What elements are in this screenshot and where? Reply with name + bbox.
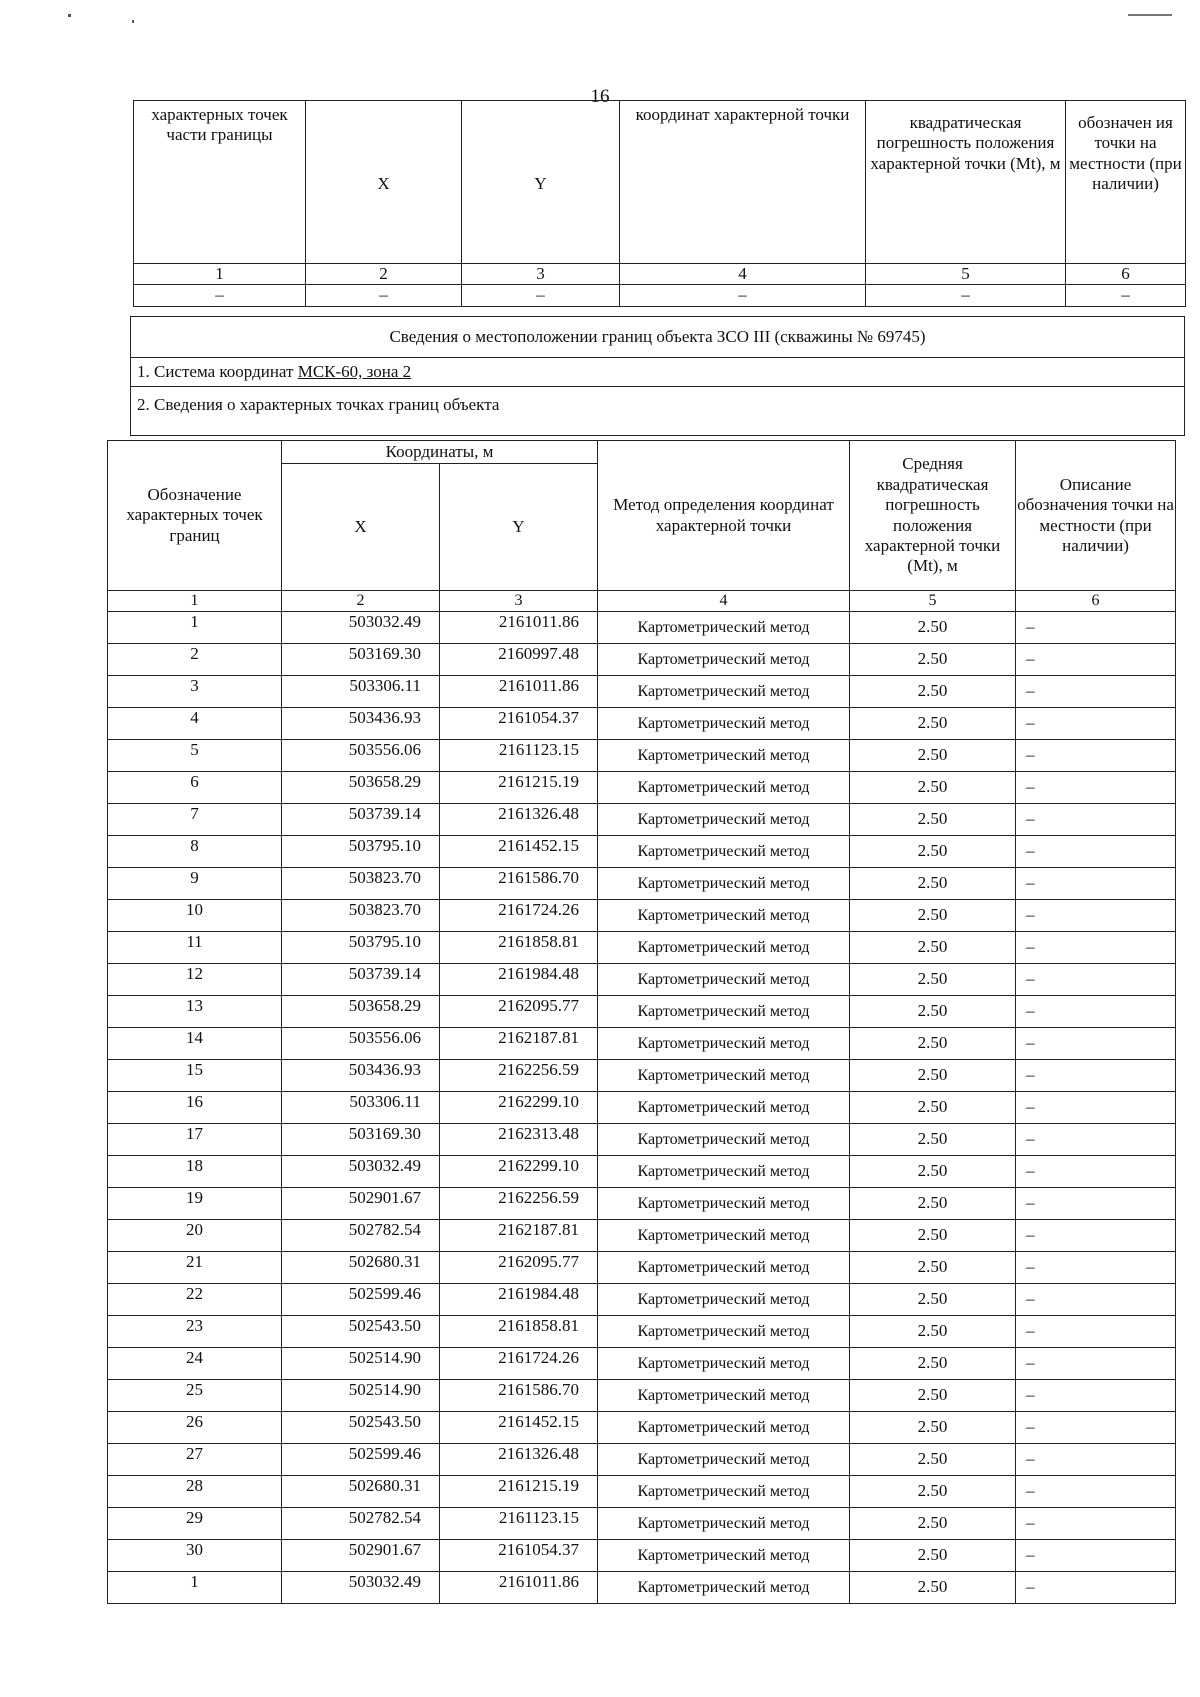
point-number: 1	[108, 612, 282, 644]
description-cell: –	[1016, 1028, 1176, 1060]
description-cell: –	[1016, 1412, 1176, 1444]
error-value: 2.50	[850, 1348, 1016, 1380]
description-cell: –	[1016, 1060, 1176, 1092]
table-body	[108, 612, 1176, 1604]
point-number: 6	[108, 772, 282, 804]
method-cell: Картометрический метод	[598, 740, 850, 772]
table-row	[108, 1252, 1176, 1284]
header-x: X	[282, 464, 440, 591]
description-cell: –	[1016, 1156, 1176, 1188]
method-cell: Картометрический метод	[598, 644, 850, 676]
coordinate-y: 2161984.48	[440, 1284, 598, 1316]
point-number: 14	[108, 1028, 282, 1060]
error-value: 2.50	[850, 964, 1016, 996]
description-cell: –	[1016, 996, 1176, 1028]
column-number: 4	[598, 591, 850, 612]
description-cell: –	[1016, 644, 1176, 676]
point-number: 7	[108, 804, 282, 836]
coordinate-x: 502680.31	[282, 1252, 440, 1284]
section-info-table	[130, 316, 1185, 436]
coordinate-y: 2161054.37	[440, 708, 598, 740]
description-cell: –	[1016, 1188, 1176, 1220]
method-cell: Картометрический метод	[598, 1540, 850, 1572]
description-cell: –	[1016, 740, 1176, 772]
table-header-row	[108, 441, 1176, 464]
coordinate-x: 503032.49	[282, 1156, 440, 1188]
coordinate-y: 2162256.59	[440, 1060, 598, 1092]
empty-value: –	[1066, 285, 1186, 306]
column-number: 1	[108, 591, 282, 612]
method-cell: Картометрический метод	[598, 612, 850, 644]
method-cell: Картометрический метод	[598, 1380, 850, 1412]
method-cell: Картометрический метод	[598, 1028, 850, 1060]
column-number: 5	[866, 264, 1066, 285]
coordinate-x: 503169.30	[282, 1124, 440, 1156]
point-number: 27	[108, 1444, 282, 1476]
coordinate-x: 502514.90	[282, 1380, 440, 1412]
scan-speck	[68, 14, 71, 17]
error-value: 2.50	[850, 1156, 1016, 1188]
coordinate-y: 2161858.81	[440, 1316, 598, 1348]
column-number: 6	[1066, 264, 1186, 285]
column-number: 6	[1016, 591, 1176, 612]
header-error: Средняя квадратическая погрешность положения характерной точки (Mt), м	[850, 441, 1016, 591]
coordinate-x: 503556.06	[282, 740, 440, 772]
method-cell: Картометрический метод	[598, 1316, 850, 1348]
coordinate-y: 2162256.59	[440, 1188, 598, 1220]
empty-value: –	[134, 285, 306, 306]
coordinate-x: 502514.90	[282, 1348, 440, 1380]
method-cell: Картометрический метод	[598, 1188, 850, 1220]
coordinate-x: 503306.11	[282, 1092, 440, 1124]
coordinate-y: 2161215.19	[440, 1476, 598, 1508]
method-cell: Картометрический метод	[598, 676, 850, 708]
point-number: 1	[108, 1572, 282, 1604]
coordinate-system-label: 1. Система координат	[137, 361, 298, 381]
column-number: 2	[306, 264, 462, 285]
point-number: 10	[108, 900, 282, 932]
coordinate-system-value: МСК-60, зона 2	[297, 361, 412, 381]
coordinate-x: 502543.50	[282, 1316, 440, 1348]
header-cell: координат характерной точки	[620, 101, 866, 264]
empty-value: –	[306, 285, 462, 306]
table-row	[108, 708, 1176, 740]
coordinate-x: 502782.54	[282, 1508, 440, 1540]
method-cell: Картометрический метод	[598, 996, 850, 1028]
header-description: Описание обозначения точки на местности (при наличии)	[1016, 441, 1176, 591]
table-row	[108, 1412, 1176, 1444]
header-cell: квадратическая погрешность положения характерной точки (Mt), м	[866, 101, 1066, 264]
column-number-row	[108, 591, 1176, 612]
coordinate-x: 503032.49	[282, 612, 440, 644]
scan-speck	[1128, 14, 1172, 16]
section-title-row	[131, 317, 1185, 358]
continued-table-header-row	[134, 101, 1186, 264]
coordinate-y: 2162299.10	[440, 1156, 598, 1188]
point-number: 3	[108, 676, 282, 708]
header-method: Метод определения координат характерной точки	[598, 441, 850, 591]
coordinate-y: 2161586.70	[440, 868, 598, 900]
coordinate-y: 2162299.10	[440, 1092, 598, 1124]
error-value: 2.50	[850, 644, 1016, 676]
table-row	[108, 964, 1176, 996]
error-value: 2.50	[850, 612, 1016, 644]
point-number: 16	[108, 1092, 282, 1124]
point-number: 2	[108, 644, 282, 676]
coordinate-x: 503169.30	[282, 644, 440, 676]
error-value: 2.50	[850, 1284, 1016, 1316]
coordinate-system-row	[131, 358, 1185, 387]
description-cell: –	[1016, 1348, 1176, 1380]
coordinate-y: 2161326.48	[440, 804, 598, 836]
point-number: 23	[108, 1316, 282, 1348]
error-value: 2.50	[850, 1540, 1016, 1572]
empty-value: –	[620, 285, 866, 306]
coordinate-y: 2161011.86	[440, 676, 598, 708]
coordinate-y: 2161858.81	[440, 932, 598, 964]
coordinate-x: 503739.14	[282, 964, 440, 996]
method-cell: Картометрический метод	[598, 1060, 850, 1092]
error-value: 2.50	[850, 1572, 1016, 1604]
coordinate-y: 2161054.37	[440, 1540, 598, 1572]
coordinate-x: 503032.49	[282, 1572, 440, 1604]
coordinate-x: 503556.06	[282, 1028, 440, 1060]
method-cell: Картометрический метод	[598, 932, 850, 964]
header-cell: Y	[462, 101, 620, 264]
coordinate-x: 503436.93	[282, 1060, 440, 1092]
method-cell: Картометрический метод	[598, 1508, 850, 1540]
table-row	[108, 1508, 1176, 1540]
point-number: 25	[108, 1380, 282, 1412]
error-value: 2.50	[850, 1316, 1016, 1348]
method-cell: Картометрический метод	[598, 708, 850, 740]
error-value: 2.50	[850, 1252, 1016, 1284]
table-row	[108, 836, 1176, 868]
description-cell: –	[1016, 804, 1176, 836]
method-cell: Картометрический метод	[598, 804, 850, 836]
point-number: 29	[108, 1508, 282, 1540]
description-cell: –	[1016, 900, 1176, 932]
table-row	[108, 1092, 1176, 1124]
error-value: 2.50	[850, 1060, 1016, 1092]
point-number: 28	[108, 1476, 282, 1508]
description-cell: –	[1016, 1476, 1176, 1508]
coordinate-x: 503658.29	[282, 772, 440, 804]
table-row	[108, 740, 1176, 772]
table-row	[108, 1380, 1176, 1412]
table-row	[108, 1348, 1176, 1380]
column-number: 4	[620, 264, 866, 285]
column-number: 3	[440, 591, 598, 612]
coordinate-y: 2162313.48	[440, 1124, 598, 1156]
point-number: 15	[108, 1060, 282, 1092]
method-cell: Картометрический метод	[598, 1476, 850, 1508]
coordinate-y: 2161215.19	[440, 772, 598, 804]
method-cell: Картометрический метод	[598, 1348, 850, 1380]
description-cell: –	[1016, 1508, 1176, 1540]
point-number: 11	[108, 932, 282, 964]
description-cell: –	[1016, 1284, 1176, 1316]
method-cell: Картометрический метод	[598, 1252, 850, 1284]
table-row	[108, 1060, 1176, 1092]
point-number: 26	[108, 1412, 282, 1444]
method-cell: Картометрический метод	[598, 900, 850, 932]
description-cell: –	[1016, 932, 1176, 964]
coordinate-y: 2161724.26	[440, 1348, 598, 1380]
error-value: 2.50	[850, 1092, 1016, 1124]
empty-value-row	[134, 285, 1186, 306]
point-number: 5	[108, 740, 282, 772]
points-title: 2. Сведения о характерных точках границ объекта	[131, 387, 1185, 436]
point-number: 9	[108, 868, 282, 900]
table-row	[108, 772, 1176, 804]
table-row	[108, 932, 1176, 964]
error-value: 2.50	[850, 1220, 1016, 1252]
point-number: 12	[108, 964, 282, 996]
description-cell: –	[1016, 1444, 1176, 1476]
coordinate-x: 503436.93	[282, 708, 440, 740]
table-row	[108, 1316, 1176, 1348]
table-row	[108, 1476, 1176, 1508]
method-cell: Картометрический метод	[598, 1412, 850, 1444]
error-value: 2.50	[850, 772, 1016, 804]
error-value: 2.50	[850, 900, 1016, 932]
method-cell: Картометрический метод	[598, 1220, 850, 1252]
description-cell: –	[1016, 708, 1176, 740]
coordinate-x: 502680.31	[282, 1476, 440, 1508]
point-number: 8	[108, 836, 282, 868]
error-value: 2.50	[850, 1476, 1016, 1508]
table-row	[108, 676, 1176, 708]
coordinate-y: 2162187.81	[440, 1220, 598, 1252]
error-value: 2.50	[850, 740, 1016, 772]
table-row	[108, 900, 1176, 932]
description-cell: –	[1016, 1572, 1176, 1604]
point-number: 30	[108, 1540, 282, 1572]
method-cell: Картометрический метод	[598, 1092, 850, 1124]
error-value: 2.50	[850, 1188, 1016, 1220]
table-row	[108, 1028, 1176, 1060]
header-point-designation: Обозначение характерных точек границ	[108, 441, 282, 591]
description-cell: –	[1016, 964, 1176, 996]
header-cell: обозначен ия точки на местности (при наличии)	[1066, 101, 1186, 264]
point-number: 4	[108, 708, 282, 740]
coordinate-y: 2161011.86	[440, 612, 598, 644]
column-number: 5	[850, 591, 1016, 612]
coordinate-y: 2161123.15	[440, 740, 598, 772]
coordinate-x: 503739.14	[282, 804, 440, 836]
coordinate-x: 502901.67	[282, 1188, 440, 1220]
table-row	[108, 1444, 1176, 1476]
table-row	[108, 1284, 1176, 1316]
table-row	[108, 996, 1176, 1028]
table-row	[108, 1220, 1176, 1252]
empty-value: –	[866, 285, 1066, 306]
error-value: 2.50	[850, 1508, 1016, 1540]
points-title-row	[131, 387, 1185, 436]
column-number-row	[134, 264, 1186, 285]
error-value: 2.50	[850, 804, 1016, 836]
table-row	[108, 644, 1176, 676]
method-cell: Картометрический метод	[598, 1124, 850, 1156]
column-number: 1	[134, 264, 306, 285]
description-cell: –	[1016, 868, 1176, 900]
error-value: 2.50	[850, 996, 1016, 1028]
description-cell: –	[1016, 1380, 1176, 1412]
header-cell: характерных точек части границы	[134, 101, 306, 264]
coordinate-x: 503823.70	[282, 868, 440, 900]
header-coordinates: Координаты, м	[282, 441, 598, 464]
description-cell: –	[1016, 1316, 1176, 1348]
page-number: 16	[590, 86, 610, 107]
method-cell: Картометрический метод	[598, 1444, 850, 1476]
scan-speck	[132, 20, 134, 23]
coordinate-x: 502599.46	[282, 1284, 440, 1316]
error-value: 2.50	[850, 708, 1016, 740]
error-value: 2.50	[850, 1380, 1016, 1412]
error-value: 2.50	[850, 868, 1016, 900]
error-value: 2.50	[850, 676, 1016, 708]
empty-value: –	[462, 285, 620, 306]
coordinate-y: 2161123.15	[440, 1508, 598, 1540]
coordinate-y: 2162095.77	[440, 996, 598, 1028]
description-cell: –	[1016, 836, 1176, 868]
coordinate-y: 2161586.70	[440, 1380, 598, 1412]
description-cell: –	[1016, 612, 1176, 644]
coordinate-x: 502782.54	[282, 1220, 440, 1252]
description-cell: –	[1016, 772, 1176, 804]
table-row	[108, 1188, 1176, 1220]
continued-table	[133, 100, 1186, 307]
description-cell: –	[1016, 1252, 1176, 1284]
coordinate-x: 503795.10	[282, 932, 440, 964]
boundary-points-table	[107, 440, 1176, 1604]
coordinate-y: 2161984.48	[440, 964, 598, 996]
table-row	[108, 1572, 1176, 1604]
error-value: 2.50	[850, 836, 1016, 868]
method-cell: Картометрический метод	[598, 772, 850, 804]
point-number: 20	[108, 1220, 282, 1252]
column-number: 2	[282, 591, 440, 612]
point-number: 22	[108, 1284, 282, 1316]
coordinate-x: 503306.11	[282, 676, 440, 708]
method-cell: Картометрический метод	[598, 1572, 850, 1604]
point-number: 21	[108, 1252, 282, 1284]
table-row	[108, 804, 1176, 836]
section-title: Сведения о местоположении границ объекта ЗСО III (скважины № 69745)	[131, 317, 1185, 358]
coordinate-x: 503823.70	[282, 900, 440, 932]
coordinate-x: 503658.29	[282, 996, 440, 1028]
description-cell: –	[1016, 1092, 1176, 1124]
method-cell: Картометрический метод	[598, 964, 850, 996]
table-row	[108, 1540, 1176, 1572]
coordinate-y: 2162095.77	[440, 1252, 598, 1284]
error-value: 2.50	[850, 1444, 1016, 1476]
coordinate-x: 502599.46	[282, 1444, 440, 1476]
coordinate-y: 2160997.48	[440, 644, 598, 676]
point-number: 19	[108, 1188, 282, 1220]
error-value: 2.50	[850, 1412, 1016, 1444]
description-cell: –	[1016, 1540, 1176, 1572]
coordinate-y: 2161452.15	[440, 836, 598, 868]
point-number: 13	[108, 996, 282, 1028]
method-cell: Картометрический метод	[598, 1156, 850, 1188]
header-y: Y	[440, 464, 598, 591]
coordinate-y: 2161011.86	[440, 1572, 598, 1604]
table-row	[108, 1156, 1176, 1188]
header-cell: X	[306, 101, 462, 264]
coordinate-x: 502901.67	[282, 1540, 440, 1572]
method-cell: Картометрический метод	[598, 868, 850, 900]
description-cell: –	[1016, 1220, 1176, 1252]
table-row	[108, 868, 1176, 900]
point-number: 24	[108, 1348, 282, 1380]
point-number: 17	[108, 1124, 282, 1156]
column-number: 3	[462, 264, 620, 285]
method-cell: Картометрический метод	[598, 836, 850, 868]
coordinate-y: 2162187.81	[440, 1028, 598, 1060]
description-cell: –	[1016, 676, 1176, 708]
method-cell: Картометрический метод	[598, 1284, 850, 1316]
coordinate-system	[131, 358, 1185, 387]
point-number: 18	[108, 1156, 282, 1188]
coordinate-x: 502543.50	[282, 1412, 440, 1444]
error-value: 2.50	[850, 932, 1016, 964]
error-value: 2.50	[850, 1028, 1016, 1060]
coordinate-y: 2161452.15	[440, 1412, 598, 1444]
description-cell: –	[1016, 1124, 1176, 1156]
coordinate-y: 2161724.26	[440, 900, 598, 932]
coordinate-x: 503795.10	[282, 836, 440, 868]
table-row	[108, 612, 1176, 644]
table-row	[108, 1124, 1176, 1156]
error-value: 2.50	[850, 1124, 1016, 1156]
coordinate-y: 2161326.48	[440, 1444, 598, 1476]
